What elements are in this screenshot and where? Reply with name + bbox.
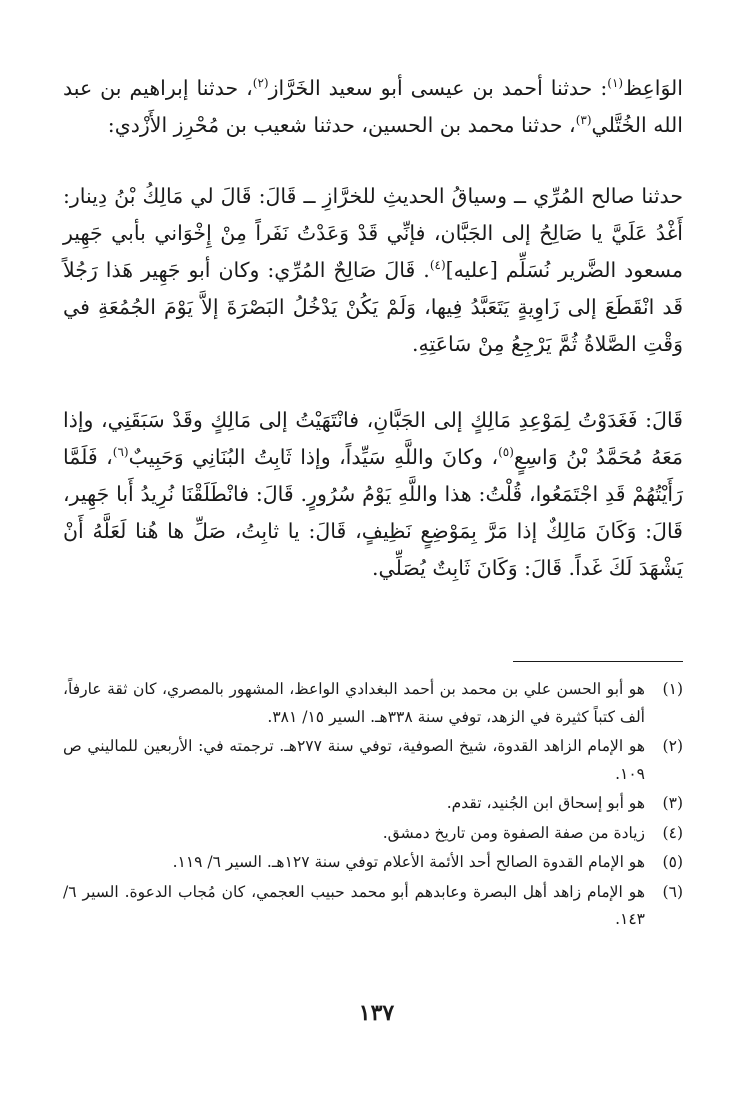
paragraph-isnad bbox=[63, 70, 683, 144]
footnote-text: هو الإمام زاهد أهل البصرة وعابدهم أبو محمد حبيب العجمي، كان مُجاب الدعوة. السير ٦/ ١٤٣. bbox=[63, 882, 645, 928]
footnote-marker: (١) bbox=[607, 76, 624, 91]
footnote-marker: (٢) bbox=[252, 76, 269, 91]
footnote bbox=[63, 676, 683, 731]
paragraph-narration bbox=[63, 178, 683, 363]
paragraph-segment: حدثنا صالح المُرِّي ــ وسياقُ الحديثِ للخرَّازِ ــ قَالَ: قَالَ لي مَالِكُ بْنُ دِينار: أَغْدُ عَلَيَّ يا صَالِحُ إلى الجَبَّان، فإنِّي قَدْ وَعَدْتُ نَفَراً مِنْ إِخْوَاني بأبي جَهِير مسعود الضَّرير نُسَلِّم [عليه] bbox=[63, 184, 683, 282]
footnote bbox=[63, 733, 683, 788]
footnote-number: (٣) bbox=[662, 794, 683, 812]
paragraph-segment: ، حدثنا إبراهيم بن عبد الله الخُتَّلي bbox=[63, 76, 683, 137]
footnote-number: (٤) bbox=[662, 823, 683, 842]
paragraph-text bbox=[63, 178, 683, 363]
footnote-marker: (٣) bbox=[575, 113, 592, 128]
paragraph-segment: : حدثنا أحمد بن عيسى أبو سعيد الخَرَّاز bbox=[268, 76, 608, 100]
footnote bbox=[63, 820, 683, 848]
footnote-number: (٢) bbox=[662, 737, 683, 755]
footnote-text: هو أبو إسحاق ابن الجُنيد، تقدم. bbox=[446, 794, 645, 812]
paragraph-segment: ، وكانَ واللَّهِ سَيِّداً، وإذا ثَابِتُ البُنَانِي وَحَبِيبٌ bbox=[128, 445, 499, 469]
footnote-marker: (٦) bbox=[112, 445, 129, 460]
paragraph-segment: الوَاعِظ bbox=[623, 76, 683, 100]
footnote-number: (٥) bbox=[662, 853, 683, 871]
footnote-text: زيادة من صفة الصفوة ومن تاريخ دمشق. bbox=[382, 823, 645, 842]
paragraph-segment: . قَالَ صَالِحٌ المُرِّي: وكان أبو جَهِير هَذا رَجُلاً قَد انْقَطَعَ إلى زَاوِيةٍ يَتَعَبَّدُ فِيها، وَلَمْ يَكُنْ يَدْخُلُ البَصْرَةَ إلاَّ يَوْمَ الجُمُعَةِ في وَقْتِ الصَّلاةُ ثُمَّ يَرْجِعُ مِنْ سَاعَتِهِ. bbox=[63, 258, 683, 356]
footnote-text: هو أبو الحسن علي بن محمد بن أحمد البغدادي الواعظ، المشهور بالمصري، كان ثقة عارفاً، ألف كتباً كثيرة في الزهد، توفي سنة ٣٣٨هـ. السير ١٥/ ٣٨١. bbox=[63, 680, 645, 726]
paragraph-segment: قَالَ: فَغَدَوْتُ لِمَوْعِدِ مَالِكٍ إلى الجَبَّانِ، فانْتَهَيْتُ إلى مَالِكٍ وقَدْ سَبَقَنِي، وإذا مَعَهُ مُحَمَّدُ بْنُ وَاسِعٍ bbox=[63, 408, 683, 469]
footnote bbox=[63, 790, 683, 818]
paragraph-text bbox=[63, 70, 683, 144]
page-number: ١٣٧ bbox=[358, 1000, 395, 1026]
footnotes bbox=[63, 676, 683, 936]
paragraph-text bbox=[63, 402, 683, 587]
footnote-marker: (٤) bbox=[429, 258, 446, 273]
footnote-marker: (٥) bbox=[498, 445, 514, 460]
paragraph-segment: ، فَلَمَّا رَأَيْتُهُمْ قَدِ اجْتَمَعُوا، قُلْتُ: هذا واللَّهِ يَوْمُ سُرُورٍ. قَالَ: فانْطَلَقْنَا نُرِيدُ أَبا جَهِير، قَالَ: وَكَانَ مَالِكٌ إذا مَرَّ بِمَوْضِعٍ نَظِيفٍ، قَالَ: يا ثابِتُ، صَلِّ ها هُنا لَعَلَّهُ أَنْ يَشْهَدَ لَكَ غَداً. قَالَ: وَكَانَ ثَابِتٌ يُصَلِّي. bbox=[63, 445, 683, 580]
footnote bbox=[63, 879, 683, 934]
footnote bbox=[63, 849, 683, 877]
footnote-number: (٦) bbox=[662, 882, 683, 901]
paragraph-segment: ، حدثنا محمد بن الحسين، حدثنا شعيب بن مُحْرِز الأَزْدي: bbox=[107, 113, 576, 137]
paragraph-story bbox=[63, 402, 683, 587]
footnote-text: هو الإمام الزاهد القدوة، شيخ الصوفية، توفي سنة ٢٧٧هـ. ترجمته في: الأربعين للماليني ص ١٠٩. bbox=[63, 737, 645, 783]
footnote-number: (١) bbox=[662, 680, 683, 698]
footnote-text: هو الإمام القدوة الصالح أحد الأئمة الأعلام توفي سنة ١٢٧هـ. السير ٦/ ١١٩. bbox=[172, 853, 645, 871]
footnote-separator bbox=[513, 661, 683, 662]
